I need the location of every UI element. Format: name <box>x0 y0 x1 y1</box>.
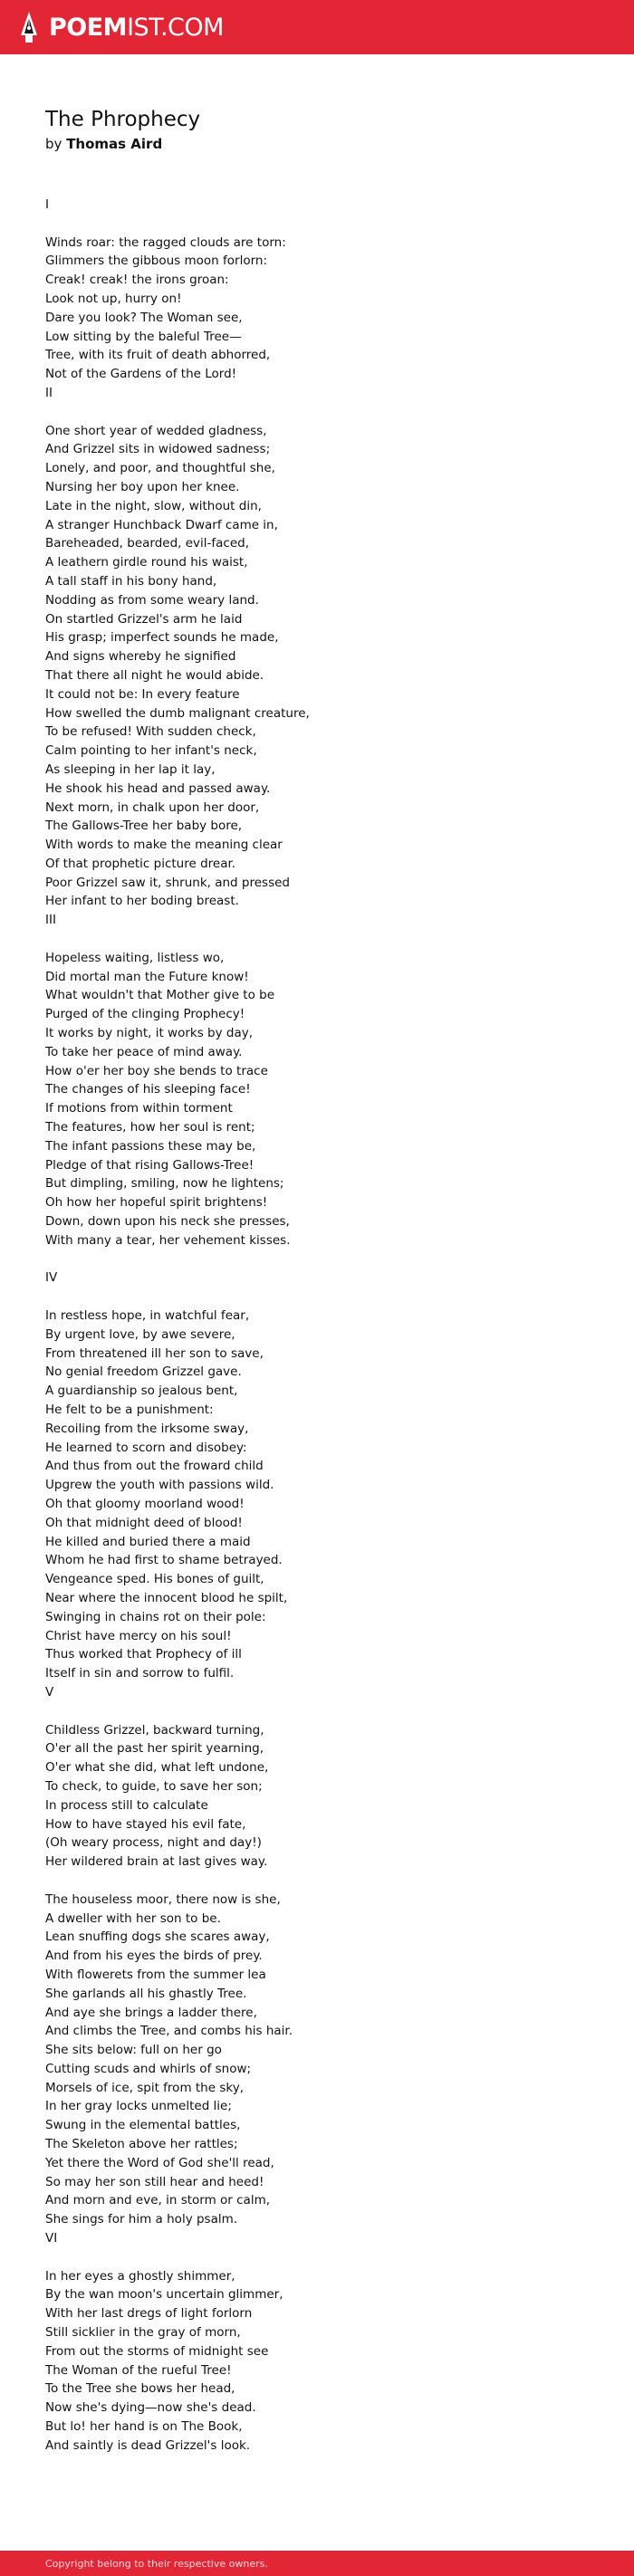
poem-line: Upgrew the youth with passions wild. <box>45 1478 274 1493</box>
poem-line: VI <box>45 2231 58 2246</box>
poem-line: Still sicklier in the gray of morn, <box>45 2325 241 2341</box>
poem-line: Down, down upon his neck she presses, <box>45 1214 290 1230</box>
poem-line: Recoiling from the irksome sway, <box>45 1421 249 1436</box>
poem-line: With flowerets from the summer lea <box>45 1967 266 1982</box>
poem-line: He killed and buried there a maid <box>45 1534 251 1549</box>
poem-line: Calm pointing to her infant's neck, <box>45 743 257 759</box>
poem-line: Her infant to her boding breast. <box>45 894 239 909</box>
poem-line: By urgent love, by awe severe, <box>45 1326 235 1342</box>
poem-line: V <box>45 1684 54 1700</box>
poem-line: The houseless moor, there now is she, <box>45 1891 281 1907</box>
poem-line: O'er all the past her spirit yearning, <box>45 1741 264 1757</box>
poem-line: What wouldn't that Mother give to be <box>45 988 275 1003</box>
poem-line: A guardianship so jealous bent, <box>45 1384 238 1399</box>
poem-line: The Gallows-Tree her baby bore, <box>45 819 243 834</box>
poem-content <box>45 107 589 2456</box>
poem-line: So may her son still hear and heed! <box>45 2174 264 2189</box>
author-link[interactable]: Thomas Aird <box>66 136 163 152</box>
poem-line: Christ have mercy on his soul! <box>45 1628 232 1643</box>
poem-line <box>45 2248 589 2267</box>
site-header <box>0 0 634 54</box>
poem-line: I <box>45 197 49 212</box>
poem-line: And Grizzel sits in widowed sadness; <box>45 442 271 457</box>
site-footer <box>0 2551 634 2576</box>
poem-line <box>45 215 589 234</box>
poem-line: Dare you look? The Woman see, <box>45 310 243 325</box>
poem-line: But lo! her hand is on The Book, <box>45 2419 243 2435</box>
poem-line: Pledge of that rising Gallows-Tree! <box>45 1157 255 1173</box>
poem-line: His grasp; imperfect sounds he made, <box>45 630 279 646</box>
poem-line: Not of the Gardens of the Lord! <box>45 367 237 382</box>
poem-line: From out the storms of midnight see <box>45 2343 269 2359</box>
poem-line: How swelled the dumb malignant creature, <box>45 705 310 721</box>
poem-line: And saintly is dead Grizzel's look. <box>45 2437 251 2453</box>
copyright-text: Copyright belong to their respective owners. <box>45 2557 268 2570</box>
poem-line: (Oh weary process, night and day!) <box>45 1835 262 1851</box>
poem-line: The Woman of the rueful Tree! <box>45 2362 232 2378</box>
poem-line: With her last dregs of light forlorn <box>45 2306 253 2322</box>
poem-line: Creak! creak! the irons groan: <box>45 273 229 288</box>
poem-line: By the wan moon's uncertain glimmer, <box>45 2287 283 2303</box>
poem-line: And from his eyes the birds of prey. <box>45 1949 263 1964</box>
poem-line: One short year of wedded gladness, <box>45 423 267 438</box>
poem-line: How o'er her boy she bends to trace <box>45 1063 268 1078</box>
poem-line: A dweller with her son to be. <box>45 1910 221 1926</box>
poem-line: As sleeping in her lap it lay, <box>45 761 216 777</box>
poem-line: Whom he had first to shame betrayed. <box>45 1553 283 1568</box>
poem-line: Next morn, in chalk upon her door, <box>45 800 260 815</box>
poem-line: A tall staff in his bony hand, <box>45 573 217 589</box>
poem-line: In restless hope, in watchful fear, <box>45 1308 250 1324</box>
poem-line: A stranger Hunchback Dwarf came in, <box>45 517 278 532</box>
poem-line <box>45 403 589 422</box>
poem-line: The infant passions these may be, <box>45 1138 256 1154</box>
poem-line: She sits below: full on her go <box>45 2043 222 2058</box>
poem-line: Near where the innocent blood he spilt, <box>45 1590 288 1605</box>
poem-title: The Phrophecy <box>45 108 201 131</box>
poem-line: And signs whereby he signified <box>45 649 236 665</box>
poem-line: In her gray locks unmelted lie; <box>45 2099 232 2114</box>
poem-line <box>45 1288 589 1307</box>
poem-line: Vengeance sped. His bones of guilt, <box>45 1572 264 1587</box>
logo-light-text: IST.COM <box>127 13 224 42</box>
poem-line: Oh how her hopeful spirit brightens! <box>45 1195 268 1211</box>
poem-line: That there all night he would abide. <box>45 667 264 683</box>
poem-line: Look not up, hurry on! <box>45 291 182 306</box>
poem-line: Lonely, and poor, and thoughtful she, <box>45 461 275 476</box>
poem-line: Bareheaded, bearded, evil-faced, <box>45 536 250 551</box>
poem-line: Did mortal man the Future know! <box>45 969 249 984</box>
poem-line: The features, how her soul is rent; <box>45 1120 255 1135</box>
poem-line: To take her peace of mind away. <box>45 1044 243 1059</box>
poem-line: He shook his head and passed away. <box>45 780 271 796</box>
poem-line: In process still to calculate <box>45 1797 208 1813</box>
poem-line: The changes of his sleeping face! <box>45 1082 251 1097</box>
poem-line: Low sitting by the baleful Tree— <box>45 329 242 344</box>
poem-line: Her wildered brain at last gives way. <box>45 1854 268 1870</box>
poem-line: How to have stayed his evil fate, <box>45 1816 246 1832</box>
byline-prefix: by <box>45 136 62 152</box>
poem-line: Oh that gloomy moorland wood! <box>45 1496 245 1511</box>
poem-line: III <box>45 913 56 928</box>
poem-line: Poor Grizzel saw it, shrunk, and pressed <box>45 875 290 890</box>
poem-line: Late in the night, slow, without din, <box>45 498 262 513</box>
poem-line: Nodding as from some weary land. <box>45 592 259 608</box>
poem-line: To the Tree she bows her head, <box>45 2381 235 2397</box>
poem-line: Lean snuffing dogs she scares away, <box>45 1930 270 1945</box>
poem-line: Cutting scuds and whirls of snow; <box>45 2061 252 2076</box>
poem-body <box>45 196 589 2456</box>
poem-line: With many a tear, her vehement kisses. <box>45 1232 291 1248</box>
poem-line: If motions from within torment <box>45 1101 233 1116</box>
poem-line: And thus from out the froward child <box>45 1459 264 1474</box>
poem-line: Thus worked that Prophecy of ill <box>45 1647 242 1662</box>
poem-line: Swung in the elemental battles, <box>45 2118 241 2133</box>
poem-line: To check, to guide, to save her son; <box>45 1778 263 1794</box>
logo-bold-text: POEM <box>49 13 128 42</box>
poem-line: Itself in sin and sorrow to fulfil. <box>45 1666 235 1681</box>
poem-line: To be refused! With sudden check, <box>45 724 256 740</box>
poem-line: And climbs the Tree, and combs his hair. <box>45 2024 293 2039</box>
poem-line: Now she's dying—now she's dead. <box>45 2400 256 2416</box>
poem-line: The Skeleton above her rattles; <box>45 2137 238 2152</box>
poem-line: No genial freedom Grizzel gave. <box>45 1365 242 1380</box>
poem-line: It could not be: In every feature <box>45 686 240 702</box>
poem-line: Morsels of ice, spit from the sky, <box>45 2080 244 2095</box>
poem-line: Winds roar: the ragged clouds are torn: <box>45 235 286 250</box>
poem-line: Yet there the Word of God she'll read, <box>45 2155 274 2170</box>
poem-line: A leathern girdle round his waist, <box>45 555 248 570</box>
poem-line: And aye she brings a ladder there, <box>45 2005 257 2020</box>
poem-line: With words to make the meaning clear <box>45 838 283 853</box>
poem-line <box>45 1872 589 1891</box>
poem-line <box>45 1250 589 1269</box>
poem-line: It works by night, it works by day, <box>45 1026 254 1041</box>
poem-line: And morn and eve, in storm or calm, <box>45 2193 271 2208</box>
poem-line: She sings for him a holy psalm. <box>45 2212 238 2227</box>
poem-line: Of that prophetic picture drear. <box>45 856 236 871</box>
poem-line <box>45 1702 589 1721</box>
poem-line: Childless Grizzel, backward turning, <box>45 1722 264 1738</box>
poem-line: He felt to be a punishment: <box>45 1403 214 1417</box>
poem-line: II <box>45 385 53 400</box>
poem-line: From threatened ill her son to save, <box>45 1345 264 1361</box>
poem-line: Hopeless waiting, listless wo, <box>45 950 225 965</box>
poem-line <box>45 930 589 949</box>
poem-line: Oh that midnight deed of blood! <box>45 1515 243 1530</box>
poem-line: She garlands all his ghastly Tree. <box>45 1986 247 2001</box>
poem-line: Nursing her boy upon her knee. <box>45 479 240 494</box>
poem-line: Glimmers the gibbous moon forlorn: <box>45 254 267 269</box>
poem-line: Swinging in chains rot on their pole: <box>45 1609 266 1624</box>
poem-line: IV <box>45 1270 58 1286</box>
fountain-pen-nib-icon[interactable] <box>19 10 39 44</box>
poem-line: But dimpling, smiling, now he lightens; <box>45 1176 284 1192</box>
site-logo[interactable] <box>49 14 224 42</box>
poem-line: Purged of the clinging Prophecy! <box>45 1007 245 1022</box>
poem-line: In her eyes a ghostly shimmer, <box>45 2268 235 2284</box>
poem-line: O'er what she did, what left undone, <box>45 1760 269 1776</box>
poem-line: Tree, with its fruit of death abhorred, <box>45 348 271 363</box>
poem-line: On startled Grizzel's arm he laid <box>45 611 243 627</box>
byline <box>45 135 589 153</box>
poem-line: He learned to scorn and disobey: <box>45 1440 247 1455</box>
